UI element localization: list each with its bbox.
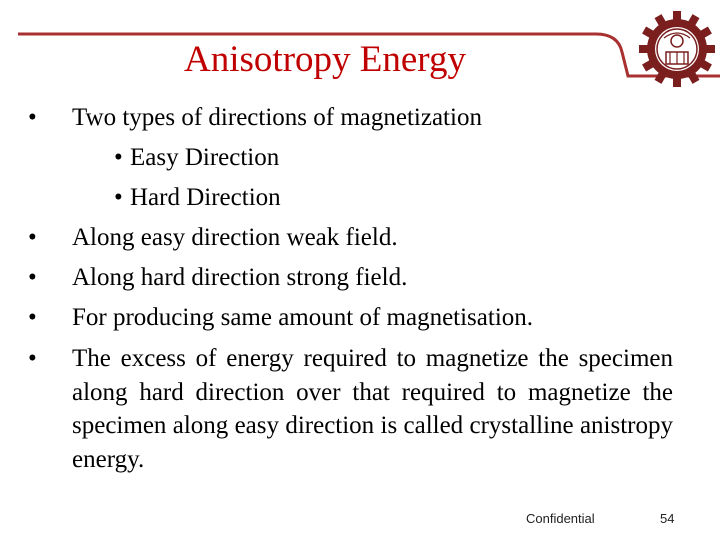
footer-confidential-label: Confidential: [526, 511, 595, 526]
university-gear-logo: [636, 8, 718, 90]
bullet-marker: •: [28, 304, 37, 331]
bullet-item: [28, 342, 673, 476]
sub-bullet-item: [28, 178, 673, 218]
bullet-text: Hard Direction: [130, 184, 281, 211]
bullet-marker: •: [28, 104, 37, 131]
bullet-text: Easy Direction: [130, 144, 280, 171]
bullet-item: [28, 298, 673, 338]
bullet-marker: •: [114, 144, 123, 171]
bullet-text: For producing same amount of magnetisation.: [72, 304, 534, 331]
bullet-text: Along hard direction strong field.: [72, 264, 408, 291]
bullet-text: The excess of energy required to magnetize the specimen along hard direction over that required to magnetize the specimen along easy direction is called crystalline anistropy energy.: [72, 345, 673, 473]
bullet-marker: •: [114, 184, 123, 211]
footer-page-number: 54: [660, 511, 675, 526]
bullet-item: [28, 218, 673, 258]
bullet-item: [28, 258, 673, 298]
bullet-text: Two types of directions of magnetization: [72, 104, 482, 131]
slide-title: Anisotropy Energy: [184, 39, 466, 80]
bullet-list: [28, 98, 673, 476]
bullet-text: Along easy direction weak field.: [72, 224, 398, 251]
bullet-item: [28, 98, 673, 138]
sub-bullet-item: [28, 138, 673, 178]
bullet-marker: •: [28, 345, 37, 372]
bullet-marker: •: [28, 264, 37, 291]
bullet-marker: •: [28, 224, 37, 251]
